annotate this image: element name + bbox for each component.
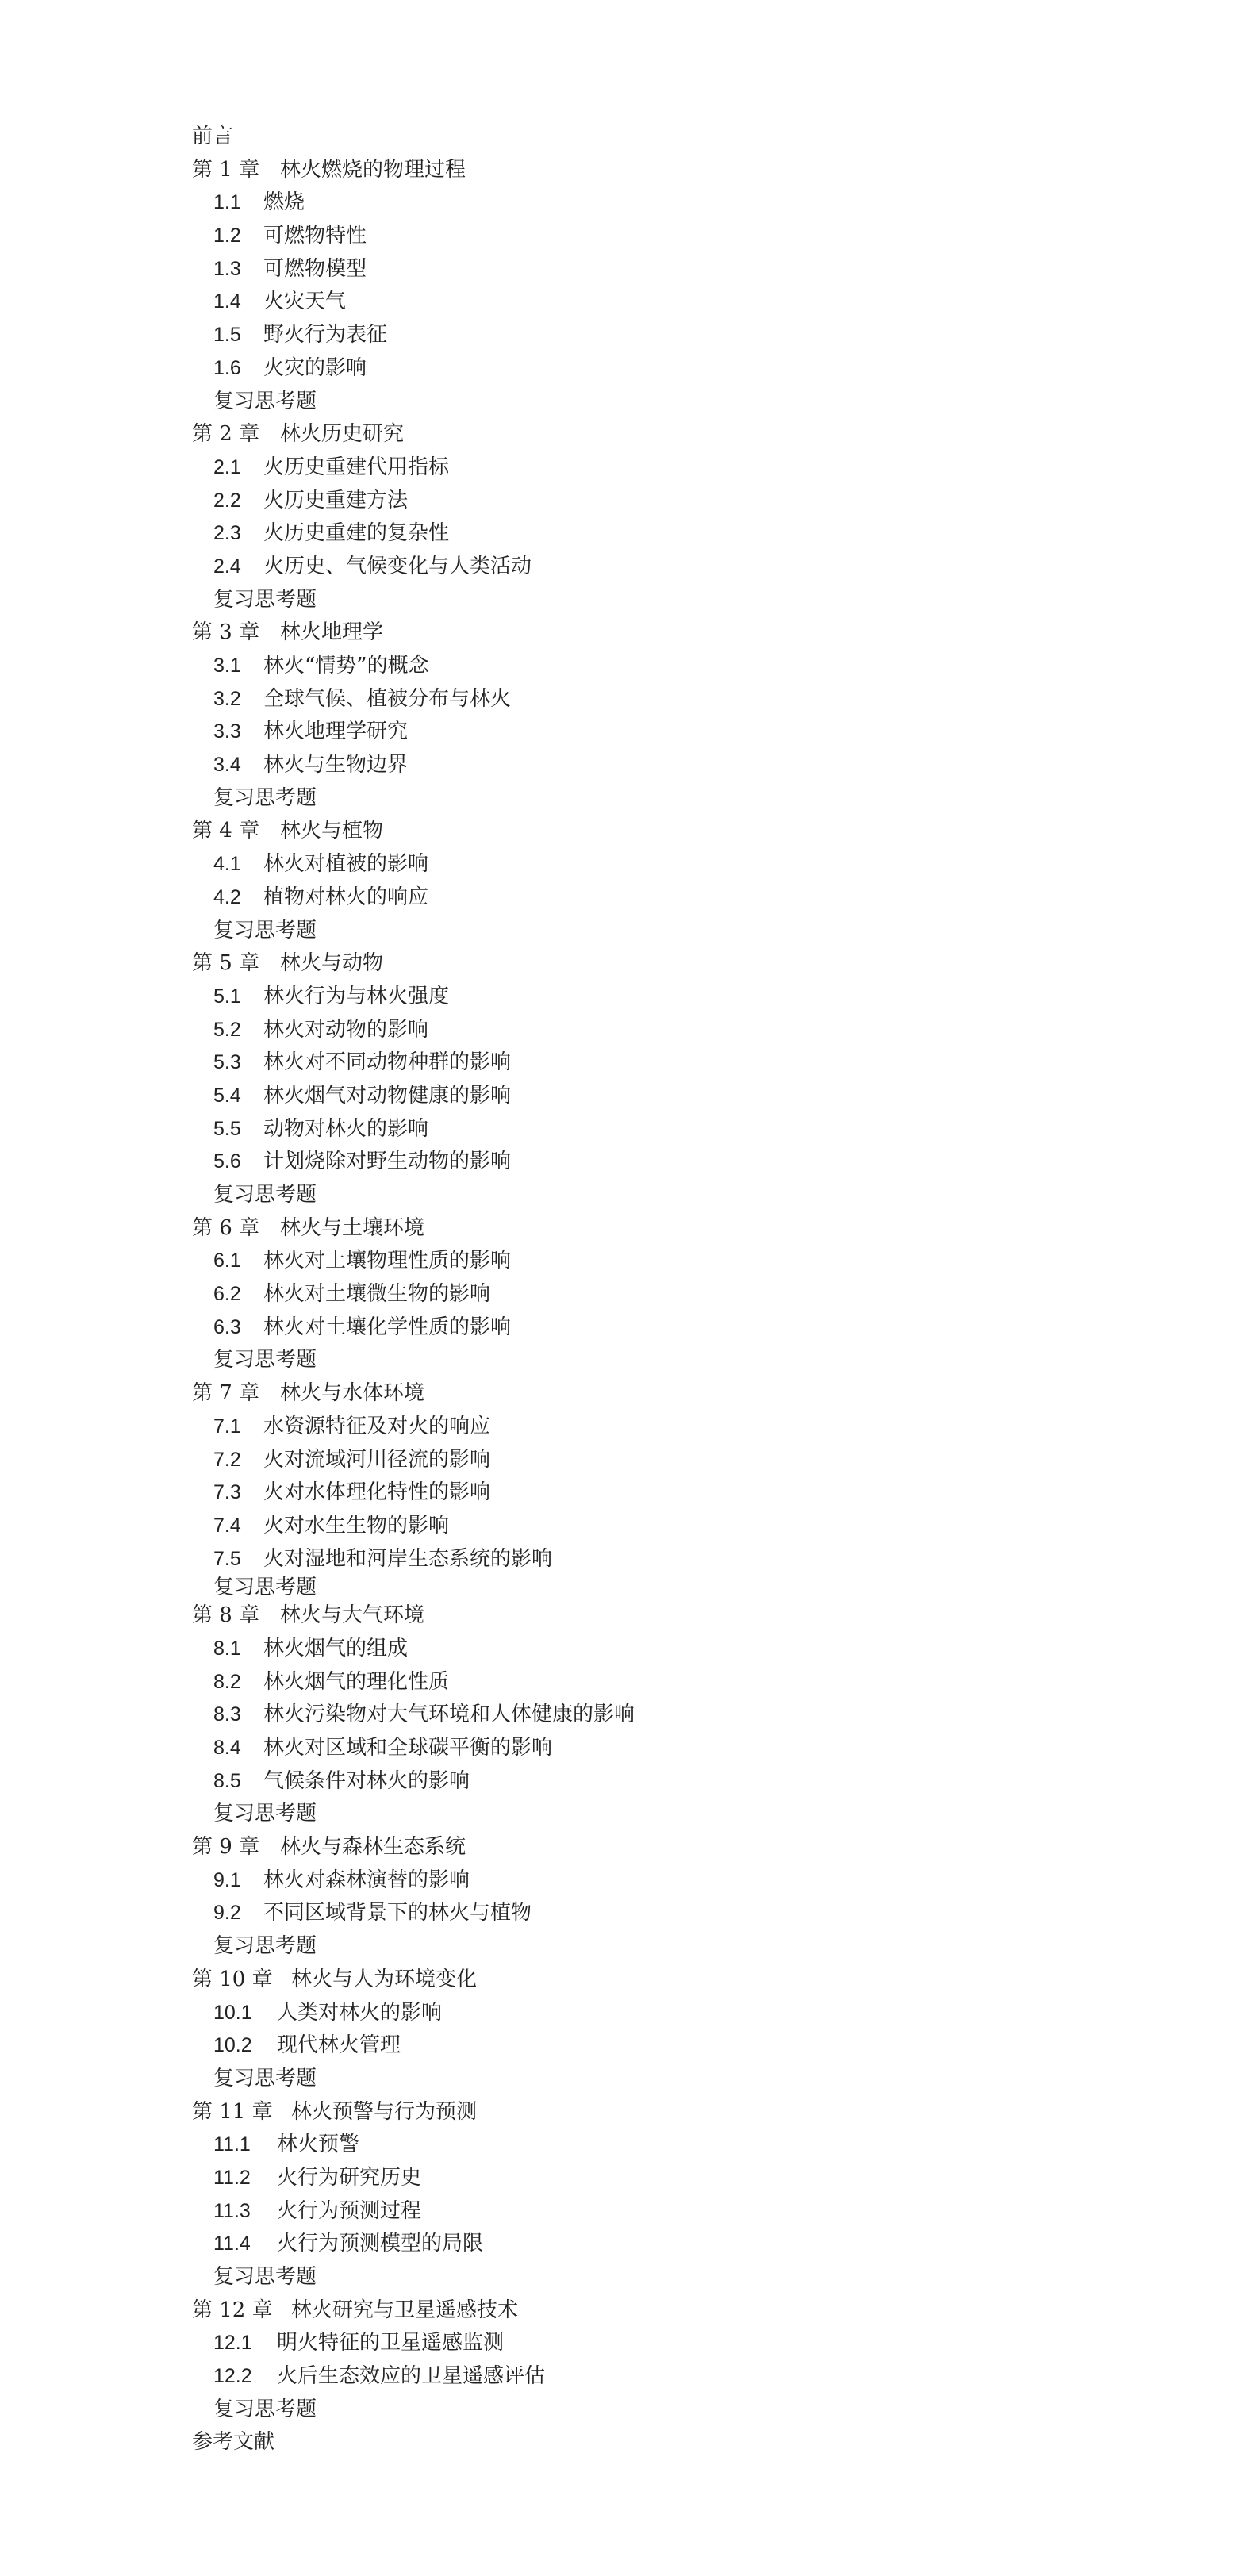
toc-section-row[interactable] [192,1411,1144,1444]
toc-section-row[interactable] [192,1311,1144,1345]
section-title: 林火污染物对大气环境和人体健康的影响 [263,1703,635,1727]
section-number: 12.2 [213,2365,252,2388]
section-number: 1.6 [213,356,241,379]
section-title: 林火“情势”的概念 [263,654,429,678]
toc-section-row[interactable] [192,981,1144,1014]
chapter-number: 第 7 章 [192,1381,260,1406]
toc-section-row[interactable] [192,1476,1144,1510]
toc-section-row[interactable] [192,1113,1144,1146]
section-title: 林火对不同动物种群的影响 [263,1050,512,1075]
section-title: 火对水体理化特性的影响 [263,1480,491,1505]
toc-section-row[interactable] [192,2162,1144,2195]
toc-section-row[interactable] [192,1666,1144,1699]
toc-section-row[interactable] [192,1765,1144,1799]
toc-review-questions-row[interactable]: 复习思考题 [213,1348,317,1372]
toc-section-row[interactable] [192,186,1144,220]
section-number: 11.2 [213,2166,251,2189]
toc-preface[interactable]: 前言 [192,125,234,148]
section-number: 8.3 [213,1703,241,1726]
toc-section-row[interactable] [192,1278,1144,1311]
section-title: 火灾天气 [263,290,347,314]
section-title: 火行为预测过程 [277,2198,422,2223]
section-title: 林火烟气的组成 [263,1636,409,1660]
section-number: 7.3 [213,1481,241,1504]
toc-review-questions-row[interactable]: 复习思考题 [213,1934,317,1959]
section-number: 8.4 [213,1737,241,1759]
toc-section-row[interactable] [192,683,1144,716]
chapter-title: 林火地理学 [280,620,384,645]
toc-section-row[interactable] [192,2360,1144,2394]
toc-section-row[interactable] [192,1014,1144,1047]
section-title: 林火与生物边界 [263,753,409,777]
section-number: 7.1 [213,1415,241,1438]
section-title: 火历史、气候变化与人类活动 [263,554,532,578]
section-title: 水资源特征及对火的响应 [263,1414,491,1438]
section-title: 林火对土壤微生物的影响 [263,1282,491,1307]
toc-section-row[interactable] [192,2029,1144,2063]
table-of-contents [192,121,1144,2459]
toc-chapter-row[interactable] [192,947,1144,981]
section-number: 10.1 [213,2001,252,2024]
section-title: 火行为研究历史 [277,2165,422,2190]
section-title: 林火地理学研究 [263,720,409,744]
chapter-title: 林火燃烧的物理过程 [280,157,466,182]
section-number: 3.1 [213,655,241,677]
section-number: 8.1 [213,1637,241,1660]
toc-section-row[interactable] [192,517,1144,551]
section-title: 林火对动物的影响 [263,1017,429,1042]
section-number: 7.4 [213,1514,241,1537]
section-number: 7.5 [213,1547,241,1570]
toc-section-row[interactable] [192,1245,1144,1278]
section-title: 不同区域背景下的林火与植物 [263,1901,532,1925]
toc-review-questions-row[interactable]: 复习思考题 [213,785,317,810]
toc-chapter-row[interactable] [192,616,1144,650]
toc-chapter-row[interactable] [192,418,1144,451]
section-number: 8.5 [213,1769,241,1792]
section-title: 燃烧 [263,190,305,215]
chapter-number: 第 11 章 [192,2099,273,2124]
toc-section-row[interactable] [192,1997,1144,2030]
toc-review-questions-row[interactable]: 复习思考题 [213,389,317,413]
toc-section-row[interactable] [192,2195,1144,2229]
section-title: 火历史重建的复杂性 [263,521,450,546]
toc-section-row[interactable] [192,848,1144,881]
toc-review-questions-row[interactable]: 复习思考题 [213,2066,317,2090]
section-number: 1.1 [213,191,241,214]
section-title: 林火对植被的影响 [263,852,429,877]
toc-review-questions-row[interactable]: 复习思考题 [213,1183,317,1207]
section-title: 气候条件对林火的影响 [263,1768,470,1793]
section-number: 3.4 [213,754,241,777]
section-number: 5.3 [213,1051,241,1074]
section-title: 可燃物特性 [263,224,367,248]
section-title: 动物对林火的影响 [263,1116,429,1141]
section-number: 2.2 [213,489,241,512]
toc-section-row[interactable] [192,749,1144,782]
toc-chapter-row[interactable] [192,1377,1144,1411]
section-number: 6.2 [213,1283,241,1306]
section-number: 2.3 [213,522,241,545]
toc-review-questions-row[interactable]: 复习思考题 [213,1802,317,1826]
section-title: 林火对土壤化学性质的影响 [263,1315,512,1339]
toc-section-row[interactable] [192,1046,1144,1080]
section-number: 9.2 [213,1902,241,1925]
toc-section-row[interactable] [192,1146,1144,1179]
chapter-number: 第 4 章 [192,819,260,843]
section-title: 林火预警 [277,2133,360,2157]
section-number: 3.3 [213,720,241,743]
toc-review-questions-row[interactable]: 复习思考题 [213,2397,317,2421]
toc-section-row[interactable] [192,485,1144,518]
toc-chapter-row[interactable] [192,815,1144,848]
section-number: 8.2 [213,1670,241,1693]
section-title: 可燃物模型 [263,256,367,281]
section-number: 11.4 [213,2232,251,2255]
chapter-number: 第 9 章 [192,1835,260,1860]
toc-review-questions-row[interactable]: 复习思考题 [213,2265,317,2289]
section-number: 1.4 [213,290,241,313]
toc-chapter-row[interactable] [192,1964,1144,1997]
toc-section-row[interactable] [192,1633,1144,1666]
toc-review-questions-row[interactable]: 复习思考题 [213,587,317,612]
section-number: 1.3 [213,257,241,280]
section-title: 人类对林火的影响 [277,2000,443,2025]
section-title: 火对流域河川径流的影响 [263,1447,491,1472]
section-number: 4.2 [213,885,241,908]
toc-chapter-row[interactable] [192,1599,1144,1633]
section-number: 5.4 [213,1084,241,1107]
toc-section-row[interactable] [192,650,1144,683]
toc-review-questions-row[interactable]: 复习思考题 [213,1576,317,1600]
chapter-title: 林火预警与行为预测 [291,2099,478,2124]
toc-section-row[interactable] [192,2327,1144,2360]
chapter-number: 第 12 章 [192,2298,273,2322]
section-title: 全球气候、植被分布与林火 [263,686,512,711]
toc-section-row[interactable] [192,1699,1144,1732]
section-number: 11.1 [213,2133,251,2156]
toc-section-row[interactable] [192,352,1144,386]
chapter-number: 第 8 章 [192,1603,260,1628]
chapter-title: 林火与大气环境 [280,1603,425,1628]
toc-section-row[interactable] [192,1543,1144,1576]
section-number: 1.5 [213,324,241,347]
section-number: 5.1 [213,985,241,1008]
section-title: 火对湿地和河岸生态系统的影响 [263,1546,553,1571]
section-number: 3.2 [213,687,241,710]
section-title: 林火行为与林火强度 [263,984,450,1008]
section-number: 2.1 [213,455,241,478]
section-number: 1.2 [213,225,241,248]
toc-section-row[interactable] [192,1080,1144,1113]
toc-chapter-row[interactable] [192,154,1144,187]
section-number: 11.3 [213,2199,251,2222]
section-title: 植物对林火的响应 [263,885,429,909]
section-title: 林火对森林演替的影响 [263,1868,470,1892]
chapter-number: 第 2 章 [192,422,260,447]
toc-section-row[interactable] [192,716,1144,749]
toc-section-row[interactable] [192,1864,1144,1898]
section-number: 5.2 [213,1018,241,1041]
toc-section-row[interactable] [192,551,1144,584]
section-title: 火对水生生物的影响 [263,1513,450,1538]
toc-section-row[interactable] [192,253,1144,286]
toc-chapter-row[interactable] [192,1831,1144,1864]
section-number: 9.1 [213,1868,241,1891]
toc-section-row[interactable] [192,220,1144,253]
chapter-title: 林火与土壤环境 [280,1215,425,1240]
section-number: 6.1 [213,1250,241,1273]
toc-section-row[interactable] [192,319,1144,352]
toc-section-row[interactable] [192,451,1144,485]
toc-section-row[interactable] [192,1897,1144,1930]
toc-section-row[interactable] [192,2228,1144,2261]
section-title: 火历史重建代用指标 [263,455,450,479]
chapter-number: 第 6 章 [192,1215,260,1240]
section-title: 现代林火管理 [277,2033,401,2058]
chapter-number: 第 3 章 [192,620,260,645]
chapter-title: 林火研究与卫星遥感技术 [291,2298,519,2322]
section-number: 6.3 [213,1315,241,1338]
section-title: 林火对区域和全球碳平衡的影响 [263,1736,553,1760]
toc-section-row[interactable] [192,2129,1144,2162]
section-number: 12.1 [213,2332,252,2355]
section-title: 林火烟气对动物健康的影响 [263,1083,512,1108]
toc-references[interactable]: 参考文献 [192,2430,275,2455]
chapter-title: 林火与动物 [280,951,384,976]
toc-section-row[interactable] [192,286,1144,319]
section-number: 10.2 [213,2034,252,2057]
chapter-number: 第 5 章 [192,951,260,976]
toc-section-row[interactable] [192,1444,1144,1477]
section-title: 火历史重建方法 [263,488,409,513]
section-title: 火灾的影响 [263,355,367,380]
section-title: 火行为预测模型的局限 [277,2232,484,2256]
section-title: 林火烟气的理化性质 [263,1669,450,1694]
chapter-number: 第 1 章 [192,157,260,182]
chapter-title: 林火历史研究 [280,422,405,447]
section-title: 明火特征的卫星遥感监测 [277,2331,505,2355]
section-title: 野火行为表征 [263,323,388,347]
chapter-title: 林火与森林生态系统 [280,1835,466,1860]
section-number: 5.5 [213,1117,241,1140]
toc-section-row[interactable] [192,1510,1144,1543]
section-title: 火后生态效应的卫星遥感评估 [277,2364,546,2389]
toc-chapter-row[interactable] [192,1212,1144,1246]
section-number: 5.6 [213,1150,241,1173]
chapter-title: 林火与人为环境变化 [291,1967,478,1991]
toc-chapter-row[interactable] [192,2294,1144,2328]
section-number: 7.2 [213,1448,241,1471]
section-number: 2.4 [213,555,241,578]
chapter-number: 第 10 章 [192,1967,273,1991]
toc-chapter-list [192,154,1144,2427]
chapter-title: 林火与植物 [280,819,384,843]
section-number: 4.1 [213,853,241,876]
toc-section-row[interactable] [192,1732,1144,1765]
toc-chapter-row[interactable] [192,2096,1144,2129]
section-title: 计划烧除对野生动物的影响 [263,1150,512,1174]
chapter-title: 林火与水体环境 [280,1381,425,1406]
toc-review-questions-row[interactable]: 复习思考题 [213,918,317,942]
section-title: 林火对土壤物理性质的影响 [263,1249,512,1273]
toc-section-row[interactable] [192,881,1144,915]
